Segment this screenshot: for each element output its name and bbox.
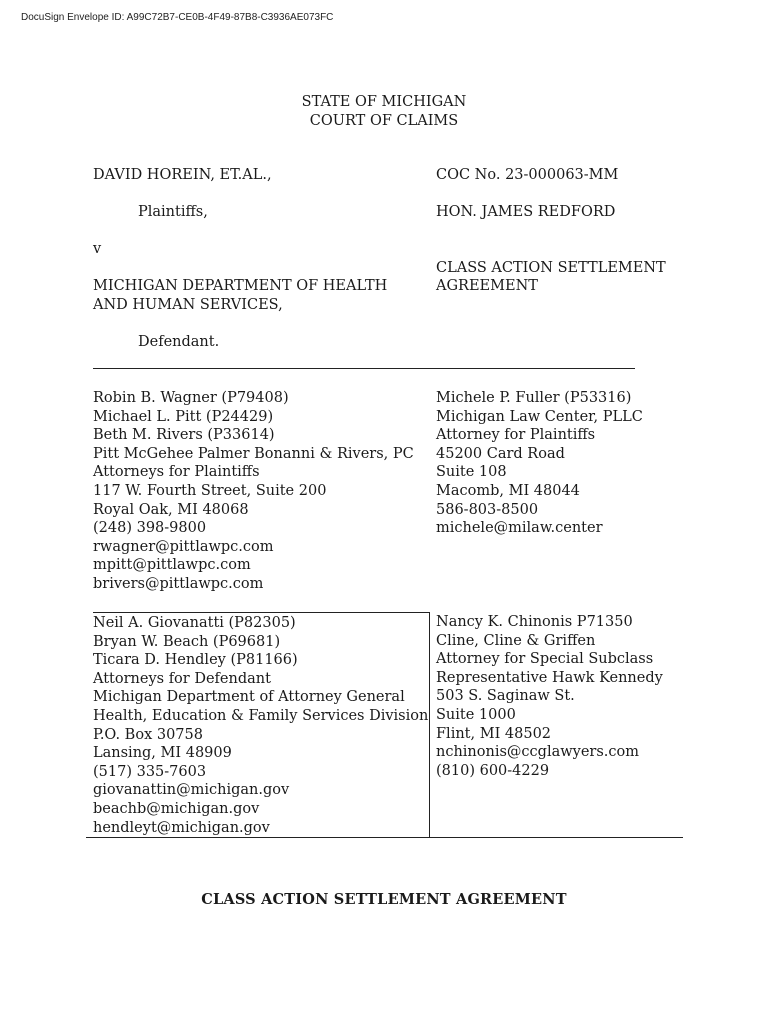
defendant-counsel-block [93,614,428,837]
counsel-line: Nancy K. Chinonis P71350 [436,614,633,630]
counsel-line: Attorney for Plaintiffs [436,427,596,444]
counsel-email: giovanattin@michigan.gov [93,782,290,799]
versus: v [93,241,102,257]
judge-name: HON. JAMES REDFORD [436,204,616,220]
subclass-counsel-block [436,613,663,780]
counsel-line: Cline, Cline & Griffen [436,632,596,649]
counsel-line: Ticara D. Hendley (P81166) [93,652,298,669]
counsel-line: Michigan Law Center, PLLC [436,408,643,425]
counsel-line: P.O. Box 30758 [93,726,203,743]
counsel-line: 45200 Card Road [436,445,565,462]
counsel-line: Royal Oak, MI 48068 [93,501,249,518]
case-number: COC No. 23-000063-MM [436,167,619,183]
counsel-line: 117 W. Fourth Street, Suite 200 [93,482,327,499]
court-state: STATE OF MICHIGAN [301,94,467,110]
counsel-line: Suite 108 [436,464,507,481]
court-header [0,93,768,131]
counsel-line: Attorneys for Plaintiffs [93,464,260,481]
plaintiffs-counsel-block [93,389,414,594]
counsel-line: (517) 335-7603 [93,763,207,780]
table-top-border [93,612,429,613]
court-name: COURT OF CLAIMS [309,113,459,129]
plaintiff-name: DAVID HOREIN, ET.AL., [93,167,272,183]
defendant-name-line2: AND HUMAN SERVICES, [93,297,283,313]
counsel-email: rwagner@pittlawpc.com [93,538,274,555]
docusign-envelope-id: DocuSign Envelope ID: A99C72B7-CE0B-4F49-87B8-C3936AE073FC [21,12,334,23]
counsel-line: Michele P. Fuller (P53316) [436,390,632,406]
table-bottom-border [86,837,683,838]
counsel-line: Robin B. Wagner (P79408) [93,390,289,406]
counsel-line: Attorneys for Defendant [93,670,271,687]
counsel-email: nchinonis@ccglawyers.com [436,744,639,761]
counsel-line: Lansing, MI 48909 [93,745,232,762]
counsel-line: (810) 600-4229 [436,762,550,779]
counsel-line: Macomb, MI 48044 [436,482,580,499]
counsel-line: Michael L. Pitt (P24429) [93,408,274,425]
counsel-line: 503 S. Saginaw St. [436,688,575,705]
counsel-line: (248) 398-9800 [93,520,207,537]
counsel-email: beachb@michigan.gov [93,800,260,817]
table-column-divider [429,612,430,838]
counsel-line: Representative Hawk Kennedy [436,669,663,686]
counsel-line: Health, Education & Family Services Division [93,707,429,724]
counsel-email: mpitt@pittlawpc.com [93,557,251,574]
counsel-line: Michigan Department of Attorney General [93,689,405,706]
plaintiff-role: Plaintiffs, [138,204,208,220]
counsel-line: Flint, MI 48502 [436,725,552,742]
caption-divider [93,368,635,369]
document-title-line2: AGREEMENT [436,278,538,294]
counsel-line: 586-803-8500 [436,501,539,518]
defendant-name-line1: MICHIGAN DEPARTMENT OF HEALTH [93,278,388,294]
counsel-line: Bryan W. Beach (P69681) [93,633,281,650]
counsel-line: Neil A. Giovanatti (P82305) [93,615,296,631]
document-title-line1: CLASS ACTION SETTLEMENT [436,260,666,276]
counsel-email: brivers@pittlawpc.com [93,575,264,592]
plaintiffs-co-counsel-block [436,389,643,538]
counsel-line: Pitt McGehee Palmer Bonanni & Rivers, PC [93,445,414,462]
counsel-line: Suite 1000 [436,706,516,723]
counsel-email: michele@milaw.center [436,520,603,537]
defendant-role: Defendant. [138,334,220,350]
counsel-line: Attorney for Special Subclass [436,651,654,668]
counsel-line: Beth M. Rivers (P33614) [93,427,275,444]
counsel-email: hendleyt@michigan.gov [93,819,270,836]
agreement-heading: CLASS ACTION SETTLEMENT AGREEMENT [201,891,567,908]
